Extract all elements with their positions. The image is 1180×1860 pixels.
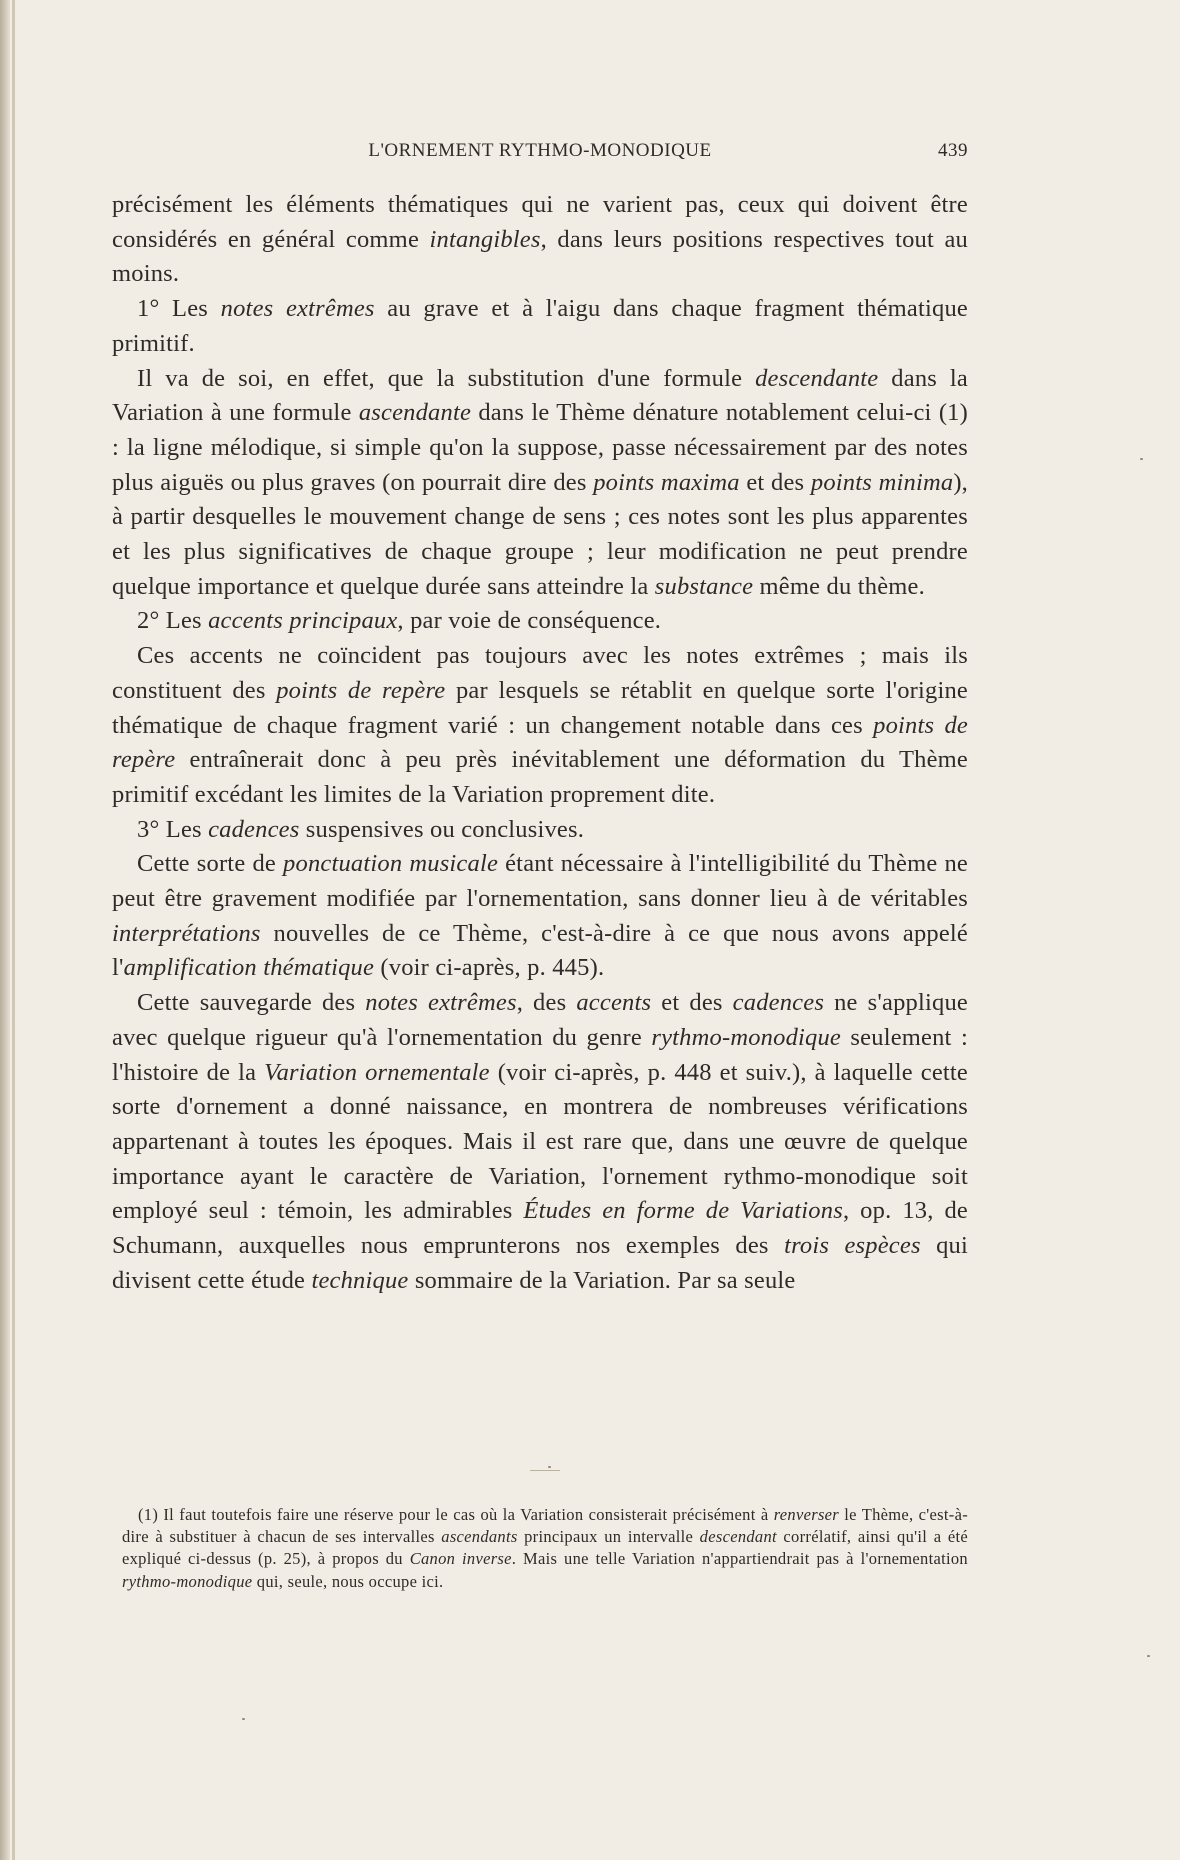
italic-run: accents	[576, 989, 652, 1017]
text-run: et des	[651, 989, 733, 1017]
paragraph	[112, 986, 968, 1298]
text-run: ne s'applique avec quelque rigueur qu'à l'ornementation du genre	[112, 989, 968, 1051]
italic-run: intangibles	[429, 225, 541, 253]
paragraph	[112, 604, 968, 639]
text-run: seulement : l'histoire de la	[112, 1023, 968, 1086]
italic-run: renverser	[773, 1505, 840, 1524]
body-text	[112, 188, 968, 1299]
paper-speck	[548, 1466, 551, 1468]
paragraph	[112, 847, 968, 986]
footnote-separator	[530, 1470, 560, 1471]
italic-run: cadences	[208, 815, 300, 843]
text-run: qui, seule, nous occupe ici.	[252, 1571, 444, 1591]
italic-run: accents principaux	[208, 607, 398, 635]
running-head	[112, 140, 968, 172]
text-run: par lesquels se rétablit en quelque sorte l'origine thématique de chaque fragment varié : un changement notable dans ces	[112, 676, 968, 739]
text-run: entraînerait donc à peu près inévitablement une déformation du Thème primitif excédant les limites de la Variation proprement dite.	[112, 746, 968, 808]
paper-speck	[1147, 1655, 1150, 1657]
text-run: (voir ci-après, p. 448 et suiv.), à laquelle cette sorte d'ornement a donné naissance, en montrera de nombreuses vérifications appartenant à toutes les époques. Mais il est rare que, dans une œuvre de quelque importance ayant le caractère de Variation, l'ornement rythmo-monodique soit employé seul : témoin, les admirables	[112, 1058, 968, 1225]
italic-run: interprétations	[112, 919, 261, 947]
page-number: 439	[938, 140, 968, 161]
paragraph	[112, 813, 968, 848]
text-run: (1) Il faut toutefois faire une réserve pour le cas où la Variation consisterait précisément à	[138, 1505, 774, 1524]
italic-run: notes extrêmes	[365, 989, 517, 1017]
text-run: nouvelles de ce Thème, c'est-à-dire à ce que nous avons appelé l'	[112, 919, 968, 982]
text-run: dans le Thème dénature notablement celui-ci (1) : la ligne mélodique, si simple qu'on la suppose, passe nécessairement par des notes plus aiguës ou plus graves (on pourrait dire des	[112, 399, 968, 496]
italic-run: points minima	[810, 468, 954, 496]
italic-run: points de repère	[276, 676, 446, 704]
italic-run: ascendante	[358, 399, 472, 427]
footnote	[122, 1504, 968, 1593]
italic-run: cadences	[732, 989, 825, 1017]
text-run: suspensives ou conclusives.	[299, 815, 585, 843]
text-run: Cette sauvegarde des	[137, 989, 366, 1017]
paper-speck	[242, 1718, 245, 1720]
running-title: L'ORNEMENT RYTHMO-MONODIQUE	[368, 140, 712, 161]
text-run: qui divisent cette étude	[112, 1232, 968, 1294]
text-run: Cette sorte de	[137, 850, 284, 878]
footnotes	[122, 1504, 968, 1593]
italic-run: Études en forme de Variations	[523, 1197, 843, 1225]
text-run: , dans leurs positions respectives tout au moins.	[112, 225, 968, 288]
text-run: précisément les éléments thématiques qui ne varient pas, ceux qui doivent être considérés en général comme	[112, 191, 968, 253]
text-run: dans la Variation à une formule	[112, 364, 968, 427]
text-run: . Mais une telle Variation n'appartiendrait pas à l'ornementation	[511, 1549, 968, 1569]
text-run: Ces accents ne coïncident pas toujours avec les notes extrêmes ; mais ils constituent des	[112, 642, 968, 704]
text-run: (voir ci-après, p. 445).	[374, 954, 605, 982]
italic-run: descendante	[755, 364, 879, 392]
text-run: , op. 13, de Schumann, auxquelles nous emprunterons nos exemples des	[112, 1197, 968, 1260]
text-run: Il va de soi, en effet, que la substitution d'une formule	[137, 364, 756, 392]
italic-run: technique	[311, 1266, 409, 1294]
italic-run: points de repère	[112, 711, 969, 774]
text-run: , par voie de conséquence.	[397, 607, 662, 635]
paper-speck	[1140, 458, 1143, 460]
text-run: étant nécessaire à l'intelligibilité du Thème ne peut être gravement modifiée par l'ornementation, sans donner lieu à de véritables	[112, 850, 969, 913]
paragraph	[112, 292, 968, 361]
italic-run: ascendants	[441, 1527, 518, 1547]
italic-run: rythmo-monodique	[651, 1023, 842, 1051]
text-run: , des	[516, 989, 577, 1017]
italic-run: trois espèces	[784, 1232, 921, 1260]
text-run: même du thème.	[753, 572, 925, 600]
italic-run: notes extrêmes	[220, 295, 375, 323]
paragraph	[112, 188, 968, 292]
text-run: au grave et à l'aigu dans chaque fragment thématique primitif.	[112, 295, 968, 357]
text-run: 2° Les	[137, 607, 209, 635]
italic-run: ponctuation musicale	[283, 850, 499, 878]
italic-run: Canon inverse	[409, 1549, 512, 1569]
paragraph	[112, 362, 968, 605]
italic-run: amplification thématique	[123, 954, 375, 982]
text-run: ), à partir desquelles le mouvement change de sens ; ces notes sont les plus apparentes et les plus significatives de chaque groupe ; leur modification ne peut prendre quelque importance et quelque durée sans atteindre la	[112, 468, 968, 600]
italic-run: rythmo-monodique	[122, 1571, 253, 1591]
text-run: corrélatif, ainsi qu'il a été expliqué ci-dessus (p. 25), à propos du	[122, 1527, 968, 1569]
italic-run: substance	[654, 572, 754, 600]
text-run: 1° Les	[137, 295, 221, 323]
text-run: sommaire de la Variation. Par sa seule	[408, 1266, 796, 1294]
italic-run: descendant	[699, 1527, 777, 1547]
paragraph	[112, 639, 968, 813]
text-run: le Thème, c'est-à-dire à substituer à chacun de ses intervalles	[122, 1505, 968, 1547]
italic-run: Variation ornementale	[264, 1058, 490, 1086]
text-run: et des	[739, 468, 811, 496]
text-run: 3° Les	[137, 815, 209, 843]
text-run: principaux un intervalle	[517, 1527, 700, 1547]
italic-run: points maxima	[593, 468, 740, 496]
